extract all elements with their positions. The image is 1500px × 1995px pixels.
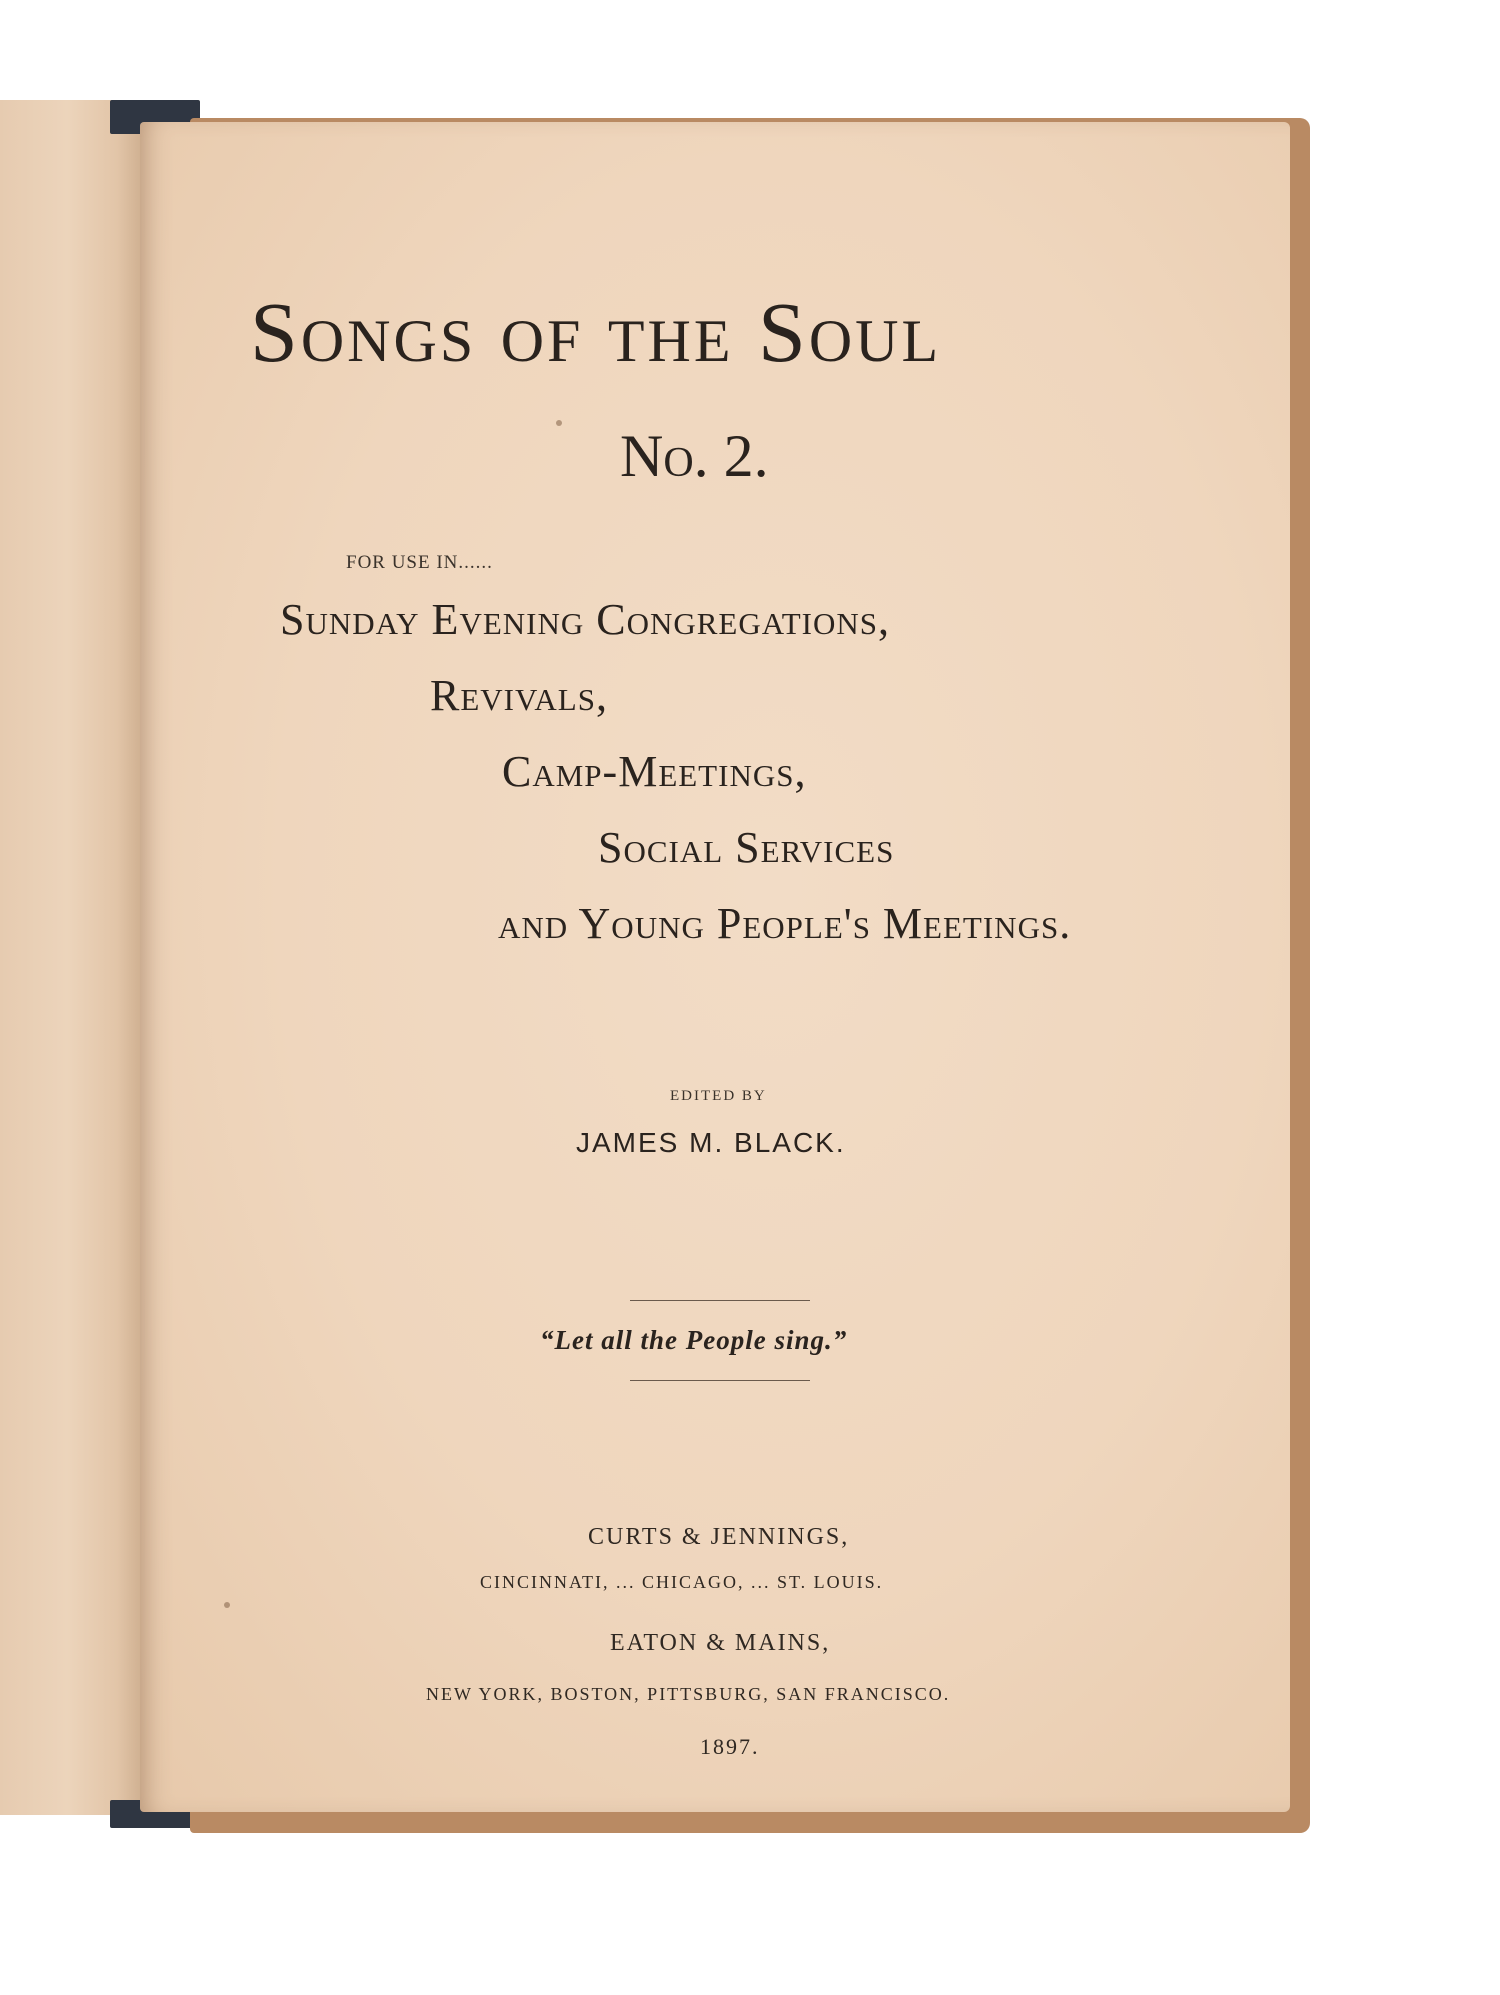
title-page: [140, 122, 1290, 1812]
publisher-line: CURTS & JENNINGS,: [588, 1524, 850, 1550]
use-line: Social Services: [598, 823, 895, 872]
volume-number: No. 2.: [620, 423, 769, 489]
publisher-line: CINCINNATI, ... CHICAGO, ... ST. LOUIS.: [480, 1572, 884, 1592]
motto: “Let all the People sing.”: [540, 1325, 848, 1355]
motto-rule-bottom: [630, 1380, 810, 1381]
use-line: Camp-Meetings,: [502, 747, 807, 796]
editor-name: JAMES M. BLACK.: [576, 1127, 846, 1158]
use-line: Revivals,: [430, 671, 608, 720]
for-use-label: FOR USE IN......: [346, 552, 493, 573]
use-line: and Young People's Meetings.: [498, 899, 1072, 948]
publication-year: 1897.: [700, 1734, 760, 1759]
foxing-speck: [556, 420, 562, 426]
book-title: Songs of the Soul: [250, 284, 942, 380]
foxing-speck: [224, 1602, 230, 1608]
use-line: Sunday Evening Congregations,: [280, 595, 890, 644]
edited-by-label: EDITED BY: [670, 1088, 767, 1104]
publisher-line: NEW YORK, BOSTON, PITTSBURG, SAN FRANCISCO.: [426, 1684, 951, 1704]
motto-rule-top: [630, 1300, 810, 1301]
left-page: [0, 100, 150, 1815]
publisher-line: EATON & MAINS,: [610, 1630, 831, 1656]
